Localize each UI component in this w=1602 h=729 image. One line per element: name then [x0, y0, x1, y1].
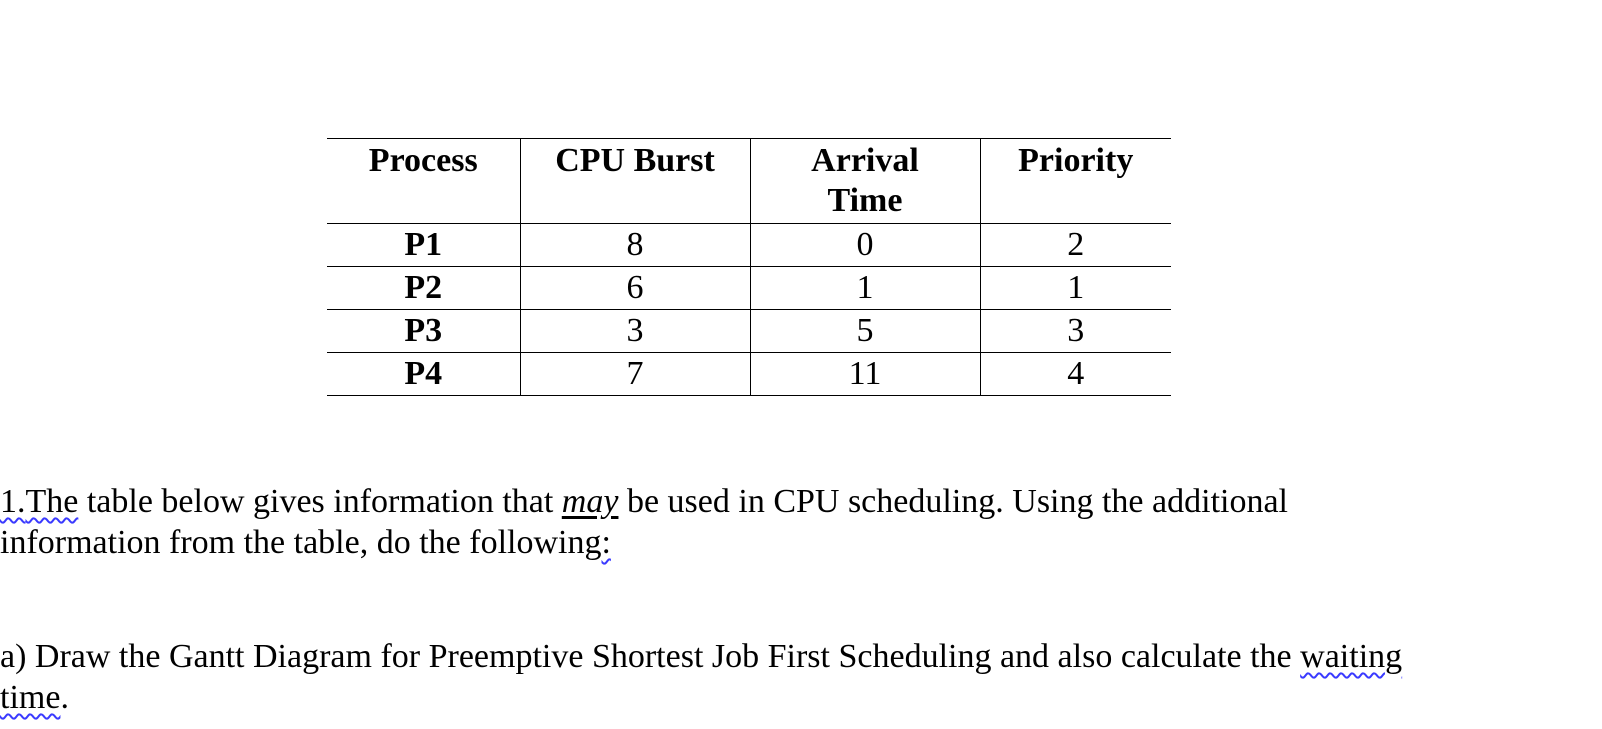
header-priority: Priority [980, 139, 1171, 224]
table-row [327, 224, 1171, 267]
question-number: 1. [0, 483, 26, 520]
cell-cpu-burst: 7 [520, 353, 750, 396]
cell-arrival-time: 5 [750, 310, 980, 353]
cell-process: P2 [327, 267, 520, 310]
cell-arrival-time: 1 [750, 267, 980, 310]
cell-cpu-burst: 3 [520, 310, 750, 353]
header-arrival-line2: Time [827, 182, 903, 219]
cell-cpu-burst: 8 [520, 224, 750, 267]
cell-arrival-time: 0 [750, 224, 980, 267]
cell-process: P4 [327, 353, 520, 396]
cell-cpu-burst: 6 [520, 267, 750, 310]
cell-arrival-time: 11 [750, 353, 980, 396]
question-line2-colon: : [601, 524, 611, 561]
table-row [327, 310, 1171, 353]
table-row [327, 267, 1171, 310]
part-a-paragraph [0, 636, 1402, 718]
header-process: Process [327, 139, 520, 224]
part-a-word-waiting: waiting [1300, 638, 1403, 675]
question-paragraph [0, 481, 1288, 563]
table-row [327, 353, 1171, 396]
cell-priority: 3 [980, 310, 1171, 353]
cell-priority: 4 [980, 353, 1171, 396]
cell-process: P3 [327, 310, 520, 353]
header-arrival-line1: Arrival [811, 142, 919, 179]
question-word-may: may [561, 483, 619, 520]
part-a-line1-text: a) Draw the Gantt Diagram for Preemptive Shortest Job First Scheduling and also calculate the [0, 638, 1301, 675]
header-arrival-time [750, 139, 980, 224]
question-word-the: The [25, 483, 79, 520]
cell-priority: 1 [980, 267, 1171, 310]
question-number-word-the [0, 483, 78, 520]
part-a-word-time: time [0, 679, 61, 716]
header-cpu-burst: CPU Burst [520, 139, 750, 224]
cell-priority: 2 [980, 224, 1171, 267]
cell-process: P1 [327, 224, 520, 267]
question-line2-text: information from the table, do the following [0, 524, 602, 561]
table-header-row [327, 139, 1171, 224]
question-text-before-may: table below gives information that [78, 483, 562, 520]
process-table [327, 138, 1171, 396]
question-text-after-may: be used in CPU scheduling. Using the additional [618, 483, 1288, 520]
part-a-line2-end: . [60, 679, 69, 716]
